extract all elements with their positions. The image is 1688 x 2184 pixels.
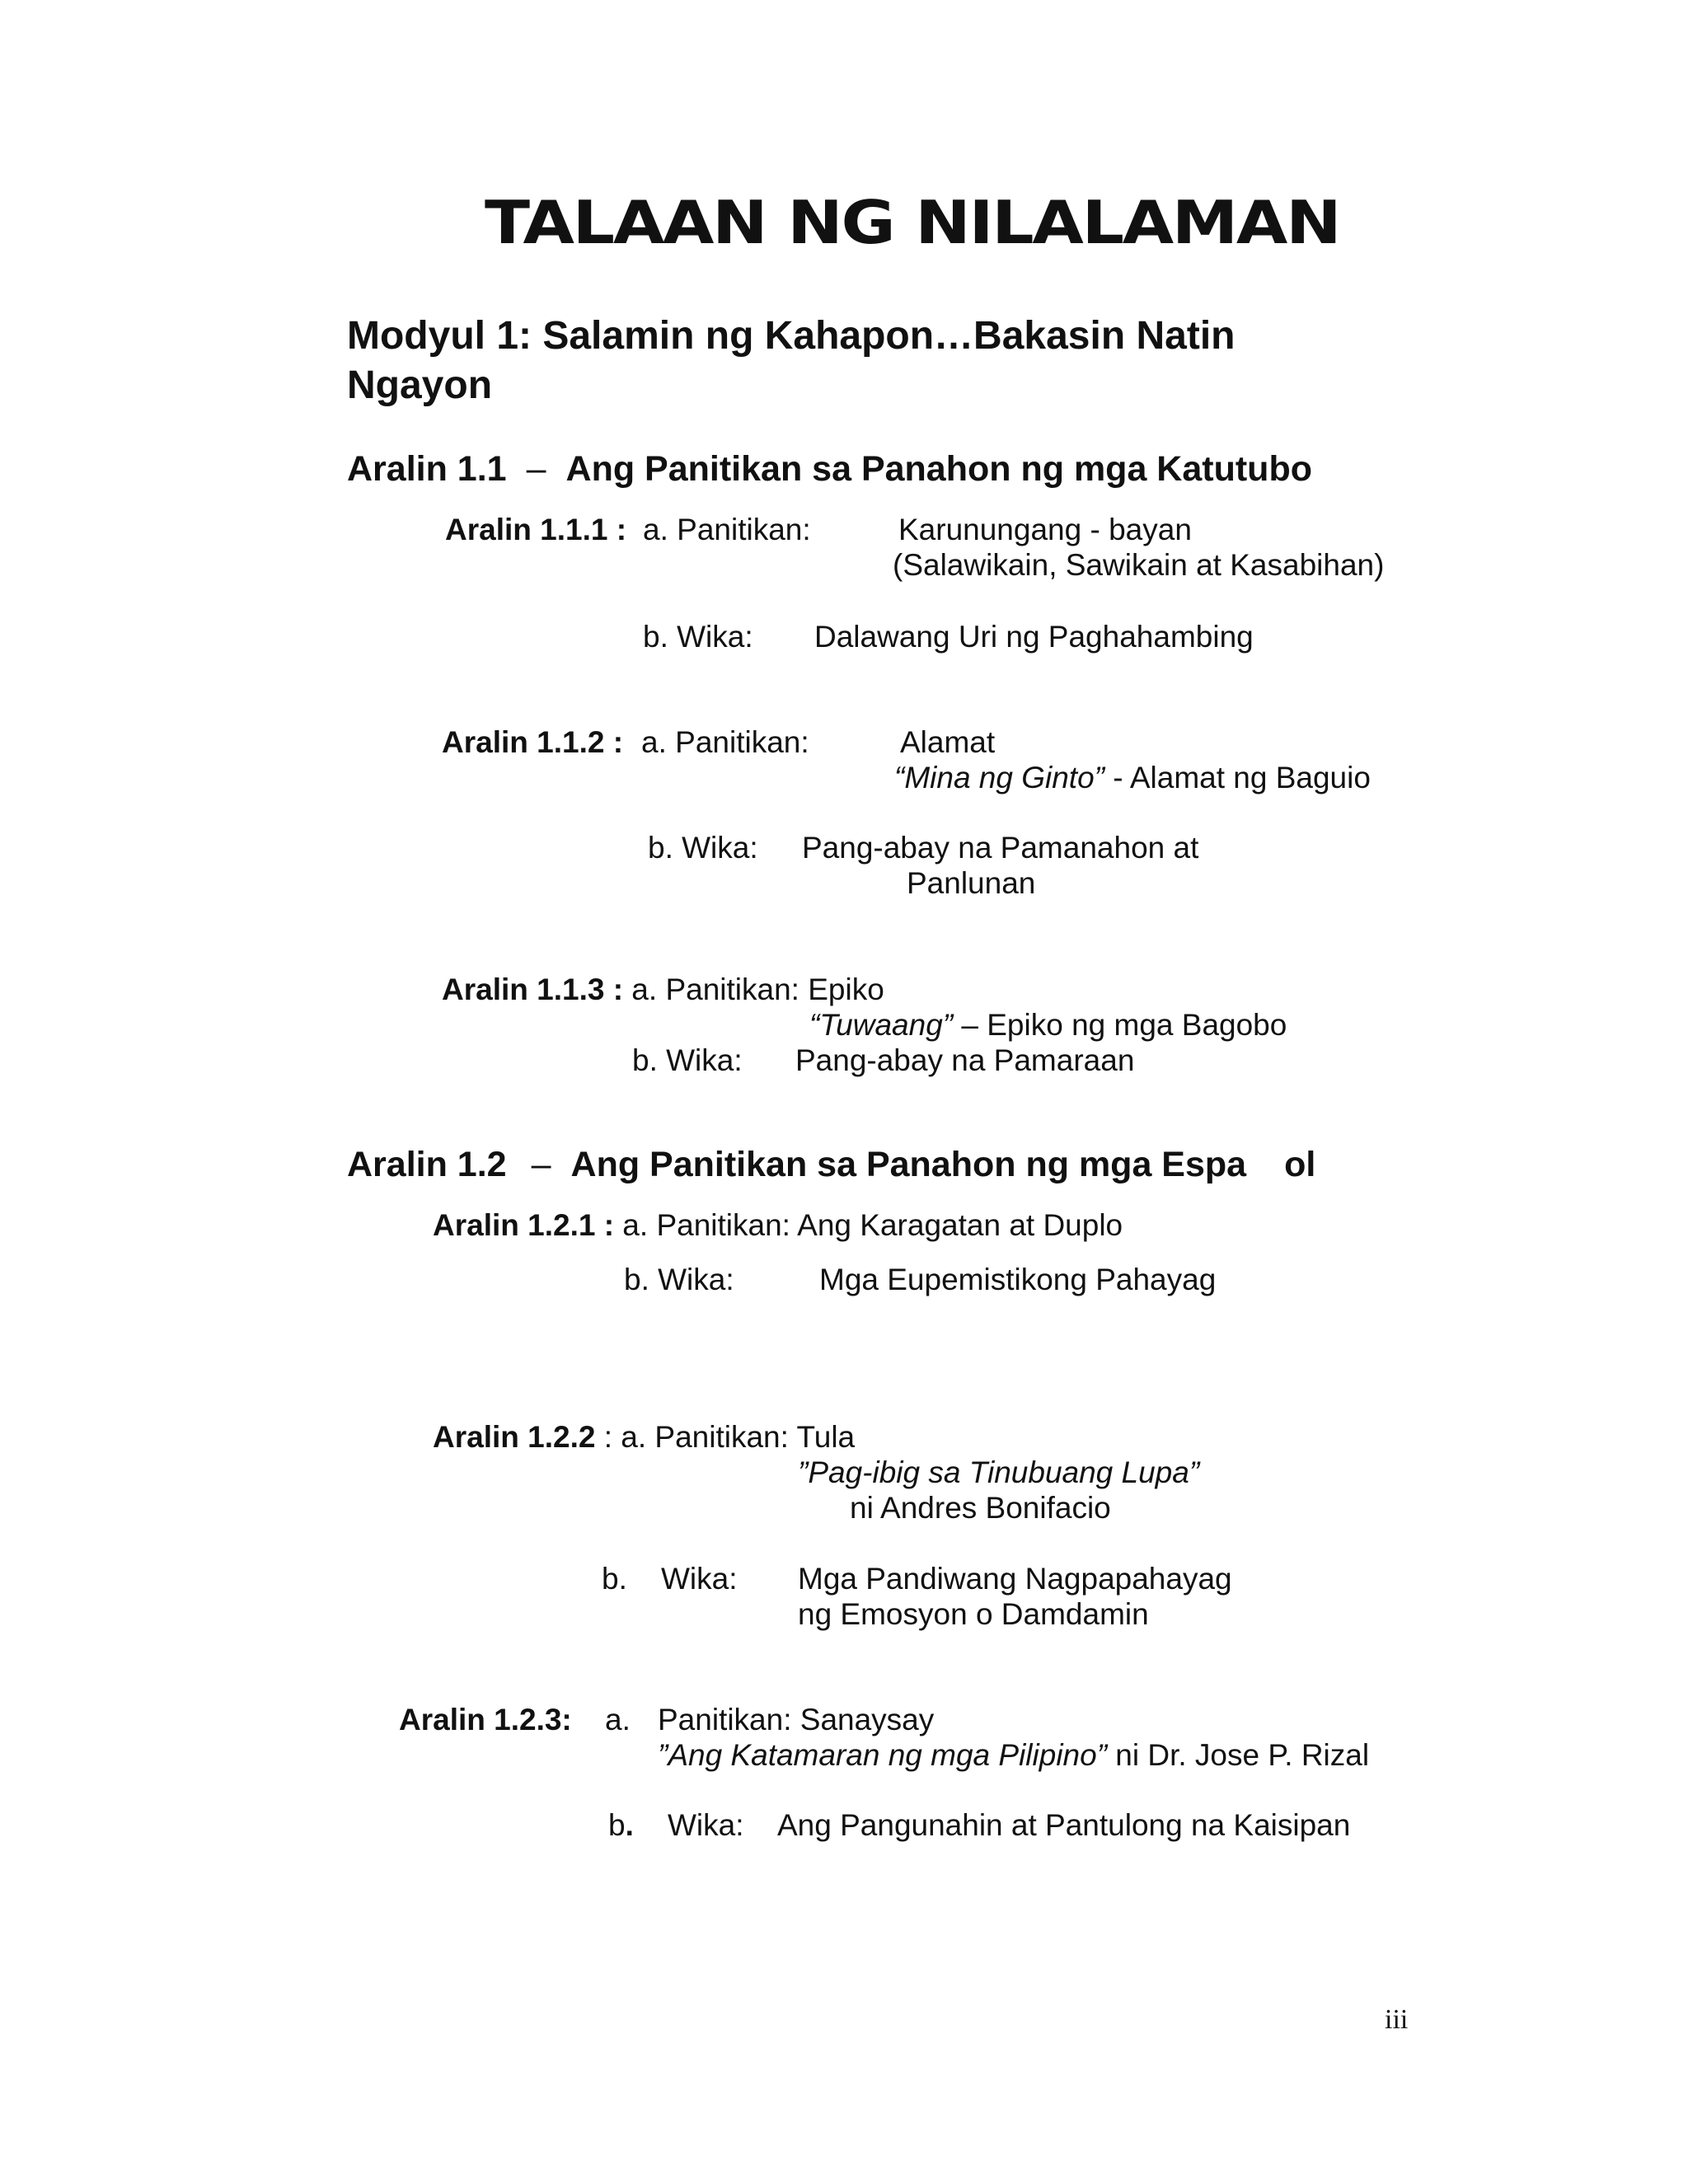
work-description: - Alamat ng Baguio (1104, 761, 1371, 794)
wika-value: Pang-abay na Pamaraan (795, 1043, 1135, 1077)
wika-value: Ang Pangunahin at Pantulong na Kaisipan (777, 1808, 1351, 1842)
aralin-1-1-1-label: Aralin 1.1.1 : (445, 513, 627, 546)
panitikan-work (658, 1738, 1369, 1773)
work-author: ni Dr. Jose P. Rizal (1107, 1738, 1370, 1772)
panitikan-letter: a. (605, 1703, 631, 1736)
panitikan-work (809, 1008, 1287, 1043)
wika-letter-dot: . (625, 1808, 634, 1842)
page-number: iii (1385, 2004, 1409, 2035)
wika-label: b. Wika: (648, 831, 758, 865)
aralin-1-2-heading (347, 1145, 1315, 1185)
wika-letter-text: b (608, 1808, 626, 1842)
panitikan-value: Alamat (900, 725, 996, 759)
aralin-1-2-2-line (433, 1420, 855, 1455)
aralin-1-1-3-label: Aralin 1.1.3 : (442, 972, 624, 1006)
heading-dash: – (531, 1145, 551, 1184)
heading-title: Ang Panitikan sa Panahon ng mga Espa (570, 1145, 1247, 1184)
heading-title-tail: ol (1284, 1145, 1316, 1184)
panitikan-label: a. Panitikan: (643, 513, 811, 546)
heading-number: Aralin 1.1 (347, 449, 507, 489)
wika-value-continued: ng Emosyon o Damdamin (798, 1597, 1149, 1631)
aralin-1-2-2-label: Aralin 1.2.2 (433, 1420, 596, 1454)
wika-value: Pang-abay na Pamanahon at (802, 831, 1199, 865)
aralin-1-1-3-line (442, 972, 884, 1007)
aralin-1-2-3-label: Aralin 1.2.3: (399, 1703, 572, 1736)
work-title: “Mina ng Ginto” (894, 761, 1104, 794)
panitikan-value: Karunungang - bayan (898, 513, 1192, 546)
aralin-1-1-2-label: Aralin 1.1.2 : (442, 725, 624, 759)
work-description: – Epiko ng mga Bagobo (953, 1008, 1287, 1042)
panitikan-work (894, 761, 1371, 795)
wika-value: Mga Eupemistikong Pahayag (819, 1263, 1217, 1296)
module-title-line1: Modyul 1: Salamin ng Kahapon…Bakasin Natin (347, 314, 1236, 358)
work-title: “Tuwaang” (809, 1008, 954, 1042)
panitikan-value-detail: (Salawikain, Sawikain at Kasabihan) (893, 548, 1385, 582)
heading-dash: – (526, 449, 546, 489)
page-title: TALAAN NG NILALAMAN (485, 188, 1340, 257)
wika-letter: b. (602, 1562, 627, 1596)
wika-label: b. Wika: (643, 620, 753, 654)
aralin-1-1-heading (347, 449, 1312, 490)
panitikan-line: : a. Panitikan: Tula (595, 1420, 856, 1454)
wika-letter (608, 1808, 634, 1843)
aralin-1-2-1-label: Aralin 1.2.1 : (433, 1208, 615, 1242)
wika-value-continued: Panlunan (907, 866, 1036, 900)
heading-number: Aralin 1.2 (347, 1145, 507, 1184)
work-title: ”Ang Katamaran ng mga Pilipino” (658, 1738, 1108, 1772)
panitikan-label: a. Panitikan: (641, 725, 809, 759)
work-title: ”Pag-ibig sa Tinubuang Lupa” (798, 1455, 1200, 1489)
panitikan-label: a. Panitikan: Epiko (623, 972, 884, 1006)
wika-value: Mga Pandiwang Nagpapahayag (798, 1562, 1232, 1596)
wika-value: Dalawang Uri ng Paghahambing (814, 620, 1254, 654)
aralin-1-2-1-line (433, 1208, 1123, 1243)
panitikan-label: Panitikan: Sanaysay (658, 1703, 935, 1736)
wika-label: Wika: (661, 1562, 738, 1596)
wika-label: b. Wika: (632, 1043, 743, 1077)
wika-label: b. Wika: (624, 1263, 734, 1296)
heading-title: Ang Panitikan sa Panahon ng mga Katutubo (565, 449, 1312, 489)
work-author: ni Andres Bonifacio (850, 1491, 1111, 1525)
module-title-line2: Ngayon (347, 363, 493, 407)
wika-label: Wika: (668, 1808, 744, 1842)
panitikan-line: a. Panitikan: Ang Karagatan at Duplo (614, 1208, 1123, 1242)
